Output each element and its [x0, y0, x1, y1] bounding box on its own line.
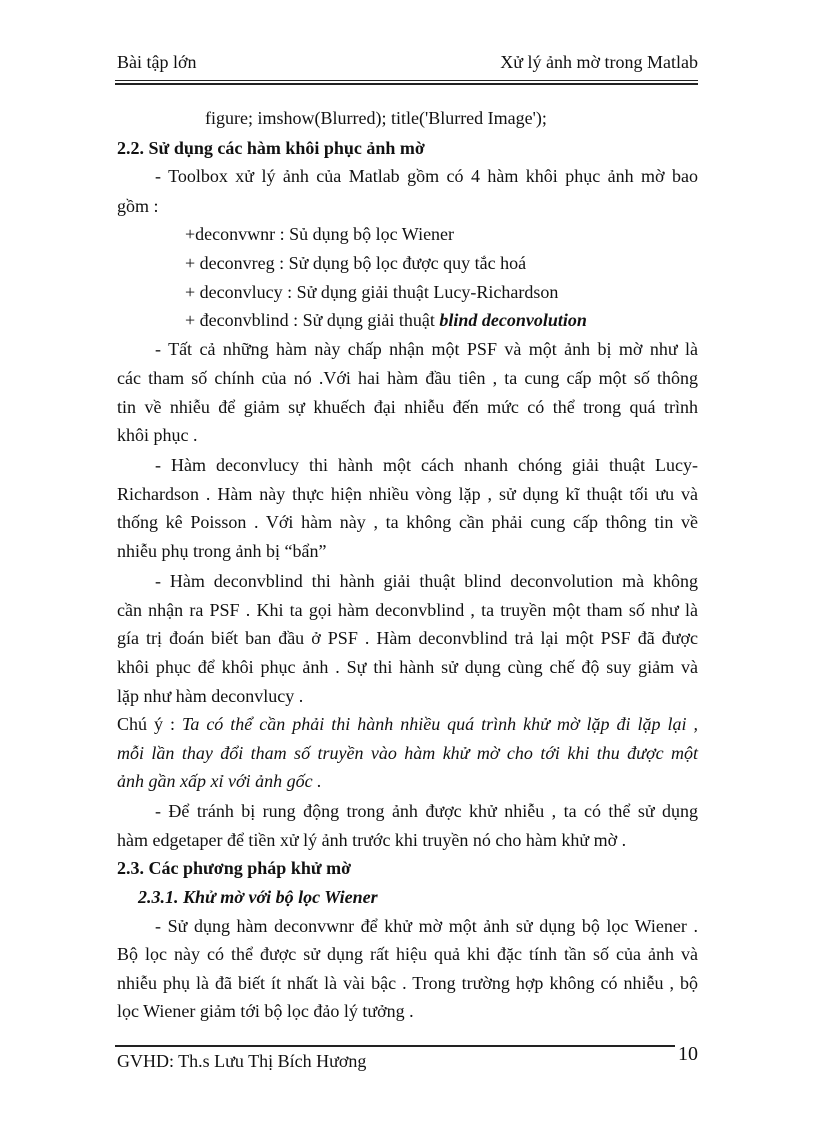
- header-rule-thick: [115, 83, 698, 85]
- page-number: 10: [678, 1043, 698, 1065]
- paragraph-2-line-2: các tham số chính của nó .Với hai hàm đầu tiên , ta cung cấp một số thông: [117, 368, 698, 388]
- paragraph-6-line-2: Bộ lọc này có thể được sử dụng rất hiệu quả khi đặc tính tần số của ảnh và: [117, 944, 698, 964]
- footer-rule: [115, 1045, 675, 1047]
- note-text-1: Ta có thể cần phải thi hành nhiều quá trình khử mờ lặp đi lặp lại ,: [181, 714, 698, 734]
- paragraph-5-line-2: hàm edgetaper để tiền xử lý ảnh trước khi truyền nó cho hàm khử mờ .: [117, 830, 627, 850]
- paragraph-2-line-1: - Tất cả những hàm này chấp nhận một PSF và một ảnh bị mờ như là: [155, 339, 698, 359]
- paragraph-3-line-4: nhiễu phụ trong ảnh bị “bẩn”: [117, 541, 327, 561]
- paragraph-2-line-4: khôi phục .: [117, 425, 198, 445]
- list-item-deconvblind: [185, 310, 587, 331]
- paragraph-2-line-3: tin về nhiễu để giảm sự khuếch đại nhiễu đến mức có thể trong quá trình: [117, 397, 698, 417]
- footer-advisor: GVHD: Th.s Lưu Thị Bích Hương: [117, 1051, 367, 1071]
- note-label: Chú ý :: [117, 714, 182, 734]
- list-item-deconvreg: + deconvreg : Sử dụng bộ lọc được quy tắc hoá: [185, 253, 527, 273]
- header-right: Xử lý ảnh mờ trong Matlab: [500, 52, 698, 72]
- note-line-1: [117, 714, 698, 735]
- paragraph-5-line-1: - Để tránh bị rung động trong ảnh được khử nhiễu , ta có thể sử dụng: [155, 801, 698, 821]
- paragraph-1-line-2: gồm :: [117, 196, 159, 216]
- paragraph-3-line-2: Richardson . Hàm này thực hiện nhiều vòng lặp , sử dụng kĩ thuật tối ưu và: [117, 484, 698, 504]
- paragraph-1-line-1: - Toolbox xử lý ảnh của Matlab gồm có 4 hàm khôi phục ảnh mờ bao: [155, 166, 698, 186]
- blind-deconvolution-term: blind deconvolution: [439, 310, 587, 330]
- paragraph-3-line-3: thống kê Poisson . Với hàm này , ta không cần phải cung cấp thông tin về: [117, 512, 698, 532]
- header-left: Bài tập lớn: [117, 52, 197, 72]
- paragraph-4-line-4: khôi phục để khôi phục ảnh . Sự thi hành sử dụng cùng chế độ suy giảm và: [117, 657, 698, 677]
- code-line: figure; imshow(Blurred); title('Blurred Image');: [205, 108, 547, 128]
- list-item-deconvwnr: +deconvwnr : Sủ dụng bộ lọc Wiener: [185, 224, 455, 244]
- list-item-deconvblind-text: + đeconvblind : Sử dụng giải thuật: [185, 310, 440, 330]
- paragraph-4-line-1: - Hàm deconvblind thi hành giải thuật blind deconvolution mà không: [155, 571, 698, 591]
- section-2-3-title: 2.3. Các phương pháp khử mờ: [117, 858, 352, 878]
- paragraph-6-line-1: - Sử dụng hàm deconvwnr để khử mờ một ảnh sử dụng bộ lọc Wiener .: [155, 916, 698, 936]
- header-rule: [115, 80, 698, 81]
- note-line-2: mỗi lần thay đổi tham số truyền vào hàm khử mờ cho tới khi thu được một: [117, 743, 698, 763]
- section-2-2-title: 2.2. Sử dụng các hàm khôi phục ảnh mờ: [117, 138, 425, 158]
- paragraph-6-line-4: lọc Wiener giảm tới bộ lọc đảo lý tưởng .: [117, 1001, 414, 1021]
- note-line-3: ảnh gần xấp xỉ với ảnh gốc .: [117, 771, 322, 791]
- paragraph-4-line-5: lặp như hàm deconvlucy .: [117, 686, 304, 706]
- section-2-3-1-title: 2.3.1. Khử mờ với bộ lọc Wiener: [138, 887, 378, 907]
- paragraph-6-line-3: nhiễu phụ là đã biết ít nhất là vài bậc . Trong trường hợp không có nhiễu , bộ: [117, 973, 698, 993]
- list-item-deconvlucy: + deconvlucy : Sử dụng giải thuật Lucy-Richardson: [185, 282, 559, 302]
- paragraph-4-line-2: cần nhận ra PSF . Khi ta gọi hàm deconvblind , ta truyền một tham số như là: [117, 600, 698, 620]
- paragraph-3-line-1: - Hàm deconvlucy thi hành một cách nhanh chóng giải thuật Lucy-: [155, 455, 698, 475]
- paragraph-4-line-3: gía trị đoán biết ban đầu ở PSF . Hàm deconvblind trả lại một PSF đã được: [117, 628, 698, 648]
